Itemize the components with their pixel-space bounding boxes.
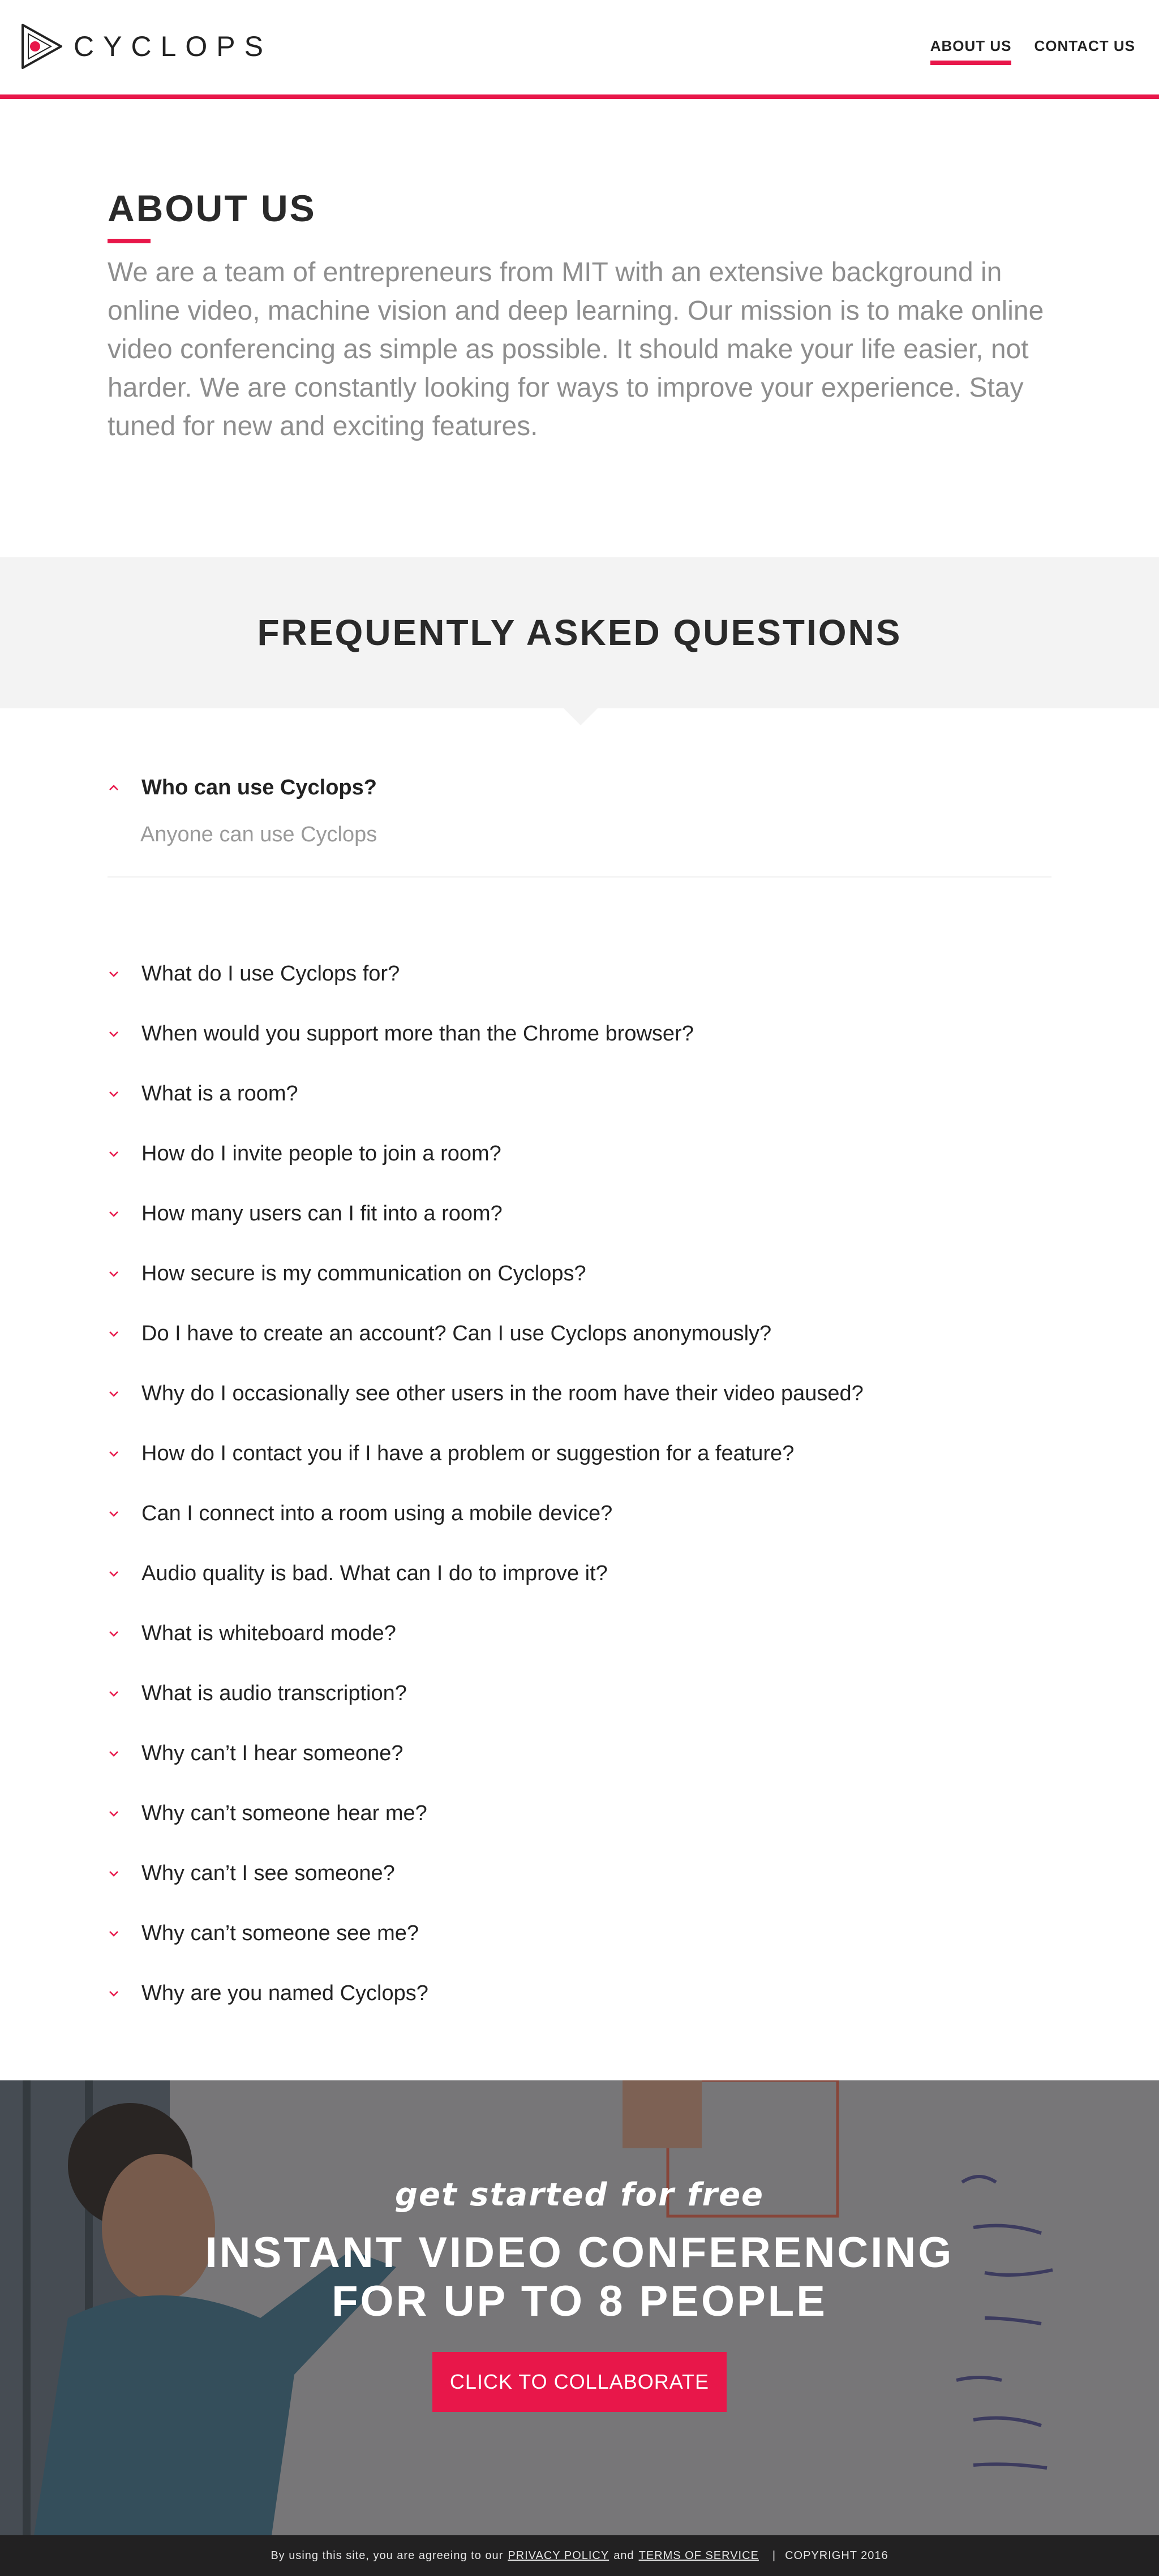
faq-divider	[108, 876, 1051, 878]
faq-item[interactable]	[108, 1723, 1051, 1783]
faq-item[interactable]	[108, 1843, 1051, 1903]
footer-and-text: and	[613, 2549, 634, 2562]
faq-question-text: Why can’t someone hear me?	[141, 1801, 427, 1825]
faq-item[interactable]	[108, 1483, 1051, 1543]
faq-item[interactable]	[108, 1783, 1051, 1843]
collaborate-button[interactable]: CLICK TO COLLABORATE	[432, 2352, 727, 2412]
faq-item[interactable]	[108, 1304, 1051, 1364]
site-footer	[0, 2535, 1159, 2576]
faq-item-open	[108, 765, 1051, 878]
chevron-down-icon	[108, 962, 130, 985]
faq-question-text: When would you support more than the Chrome browser?	[141, 1021, 694, 1046]
cta-tagline: get started for free	[394, 2177, 765, 2213]
chevron-down-icon	[108, 1442, 130, 1465]
faq-question-text: How do I contact you if I have a problem or suggestion for a feature?	[141, 1441, 795, 1465]
chevron-down-icon	[108, 1502, 130, 1525]
faq-question-text: Why can’t someone see me?	[141, 1921, 419, 1945]
faq-question-open[interactable]	[108, 765, 1051, 810]
chevron-down-icon	[108, 1322, 130, 1345]
chevron-down-icon	[108, 1382, 130, 1405]
terms-of-service-link[interactable]: TERMS OF SERVICE	[638, 2549, 759, 2562]
faq-question-text: How many users can I fit into a room?	[141, 1201, 503, 1225]
faq-question-text: How secure is my communication on Cyclops?	[141, 1261, 586, 1285]
faq-item[interactable]	[108, 1603, 1051, 1663]
chevron-down-icon	[108, 1082, 130, 1105]
faq-question-text: Why are you named Cyclops?	[141, 1981, 428, 2005]
faq-item[interactable]	[108, 1963, 1051, 2023]
faq-question-text: What is whiteboard mode?	[141, 1621, 396, 1645]
faq-question-text: What do I use Cyclops for?	[141, 961, 400, 986]
about-title: ABOUT US	[108, 187, 316, 229]
main-nav	[908, 37, 1135, 65]
faq-item[interactable]	[108, 1244, 1051, 1304]
cta-section	[0, 2080, 1159, 2535]
faq-question-text: Who can use Cyclops?	[141, 775, 377, 799]
chevron-down-icon	[108, 1742, 130, 1765]
chevron-down-icon	[108, 1982, 130, 2005]
chevron-down-icon	[108, 1562, 130, 1585]
chevron-down-icon	[108, 1682, 130, 1705]
footer-separator: |	[772, 2549, 776, 2562]
cta-headline-line-1: INSTANT VIDEO CONFERENCING	[205, 2229, 954, 2277]
faq-item[interactable]	[108, 1543, 1051, 1603]
faq-item[interactable]	[108, 1424, 1051, 1483]
about-description: We are a team of entrepreneurs from MIT with an extensive background in online video, machine vision and deep learning. Our mission is to make online video conferencing as simple as possible. It should make your life easier, not harder. We are constantly looking for ways to improve your experience. Stay tuned for new and exciting features.	[108, 257, 1044, 441]
faq-question-text: Why can’t I see someone?	[141, 1861, 395, 1885]
nav-contact-us[interactable]: CONTACT US	[1034, 37, 1135, 54]
faq-item[interactable]	[108, 1004, 1051, 1064]
faq-item[interactable]	[108, 944, 1051, 1004]
site-header	[0, 0, 1159, 99]
faq-banner	[0, 557, 1159, 708]
faq-question-text: Why can’t I hear someone?	[141, 1741, 403, 1765]
brand-name: CYCLOPS	[74, 31, 272, 62]
faq-question-text: Audio quality is bad. What can I do to improve it?	[141, 1561, 608, 1585]
faq-title: FREQUENTLY ASKED QUESTIONS	[257, 612, 902, 653]
faq-item[interactable]	[108, 1903, 1051, 1963]
faq-item[interactable]	[108, 1124, 1051, 1184]
chevron-up-icon	[108, 776, 130, 799]
faq-question-text: What is a room?	[141, 1081, 298, 1106]
cta-headline	[0, 2229, 1159, 2326]
chevron-down-icon	[108, 1202, 130, 1225]
faq-question-text: What is audio transcription?	[141, 1681, 407, 1705]
cyclops-logo-icon	[20, 23, 63, 70]
chevron-down-icon	[108, 1802, 130, 1825]
faq-question-text: How do I invite people to join a room?	[141, 1141, 501, 1166]
faq-question-text: Can I connect into a room using a mobile device?	[141, 1501, 613, 1525]
faq-list	[108, 944, 1051, 2023]
about-section	[108, 187, 1058, 446]
logo[interactable]	[20, 23, 272, 70]
footer-copyright: COPYRIGHT 2016	[785, 2549, 888, 2562]
faq-item[interactable]	[108, 1184, 1051, 1244]
chevron-down-icon	[108, 1862, 130, 1885]
about-title-underline	[108, 239, 151, 243]
nav-about-us[interactable]: ABOUT US	[930, 37, 1012, 65]
footer-agreement-text: By using this site, you are agreeing to our	[271, 2549, 504, 2562]
faq-question-text: Do I have to create an account? Can I use Cyclops anonymously?	[141, 1321, 772, 1345]
chevron-down-icon	[108, 1622, 130, 1645]
cta-headline-line-2: FOR UP TO 8 PEOPLE	[332, 2277, 827, 2325]
chevron-down-icon	[108, 1922, 130, 1945]
faq-item[interactable]	[108, 1663, 1051, 1723]
faq-item[interactable]	[108, 1064, 1051, 1124]
faq-answer: Anyone can use Cyclops	[140, 823, 377, 846]
faq-question-text: Why do I occasionally see other users in the room have their video paused?	[141, 1381, 864, 1405]
chevron-down-icon	[108, 1022, 130, 1045]
chevron-down-icon	[108, 1262, 130, 1285]
faq-banner-notch	[564, 708, 598, 725]
privacy-policy-link[interactable]: PRIVACY POLICY	[508, 2549, 609, 2562]
faq-item[interactable]	[108, 1364, 1051, 1424]
chevron-down-icon	[108, 1142, 130, 1165]
